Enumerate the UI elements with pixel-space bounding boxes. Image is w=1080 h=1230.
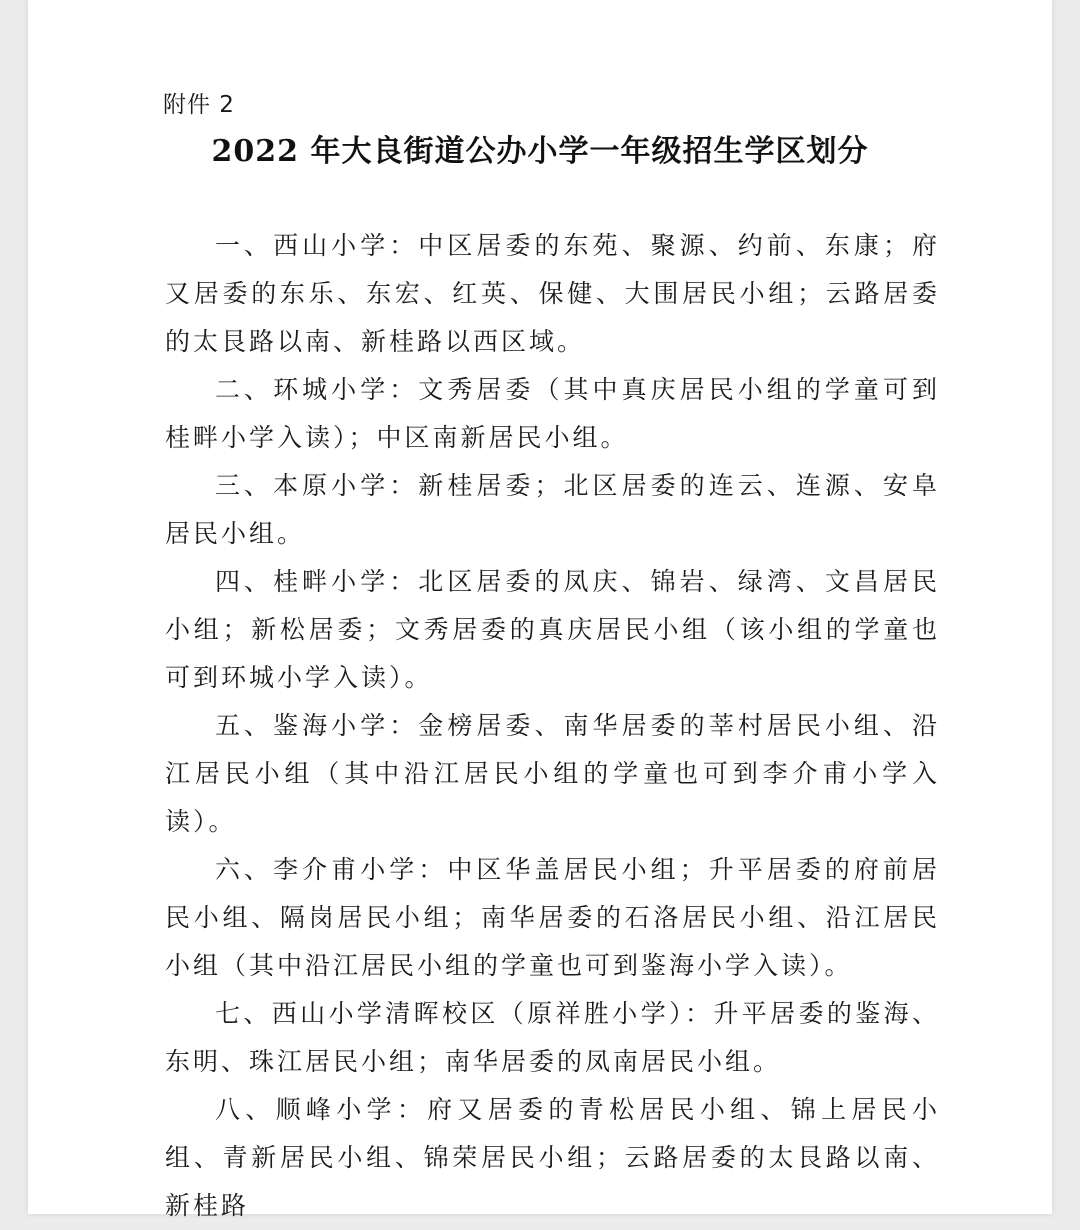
document-body (165, 222, 940, 1230)
paragraph-guipan: 四、桂畔小学：北区居委的凤庆、锦岩、绿湾、文昌居民小组；新松居委；文秀居委的真庆居民小组（该小组的学童也可到环城小学入读）。 (165, 567, 940, 692)
paragraph-xishan: 一、西山小学：中区居委的东苑、聚源、约前、东康；府又居委的东乐、东宏、红英、保健、大围居民小组；云路居委的太艮路以南、新桂路以西区域。 (165, 231, 940, 356)
paragraph-shunfeng: 八、顺峰小学：府又居委的青松居民小组、锦上居民小组、青新居民小组、锦荣居民小组；云路居委的太艮路以南、新桂路 (165, 1095, 940, 1220)
paragraph-jianhai: 五、鉴海小学：金榜居委、南华居委的莘村居民小组、沿江居民小组（其中沿江居民小组的学童也可到李介甫小学入读）。 (165, 711, 940, 836)
paragraph-qinghui: 七、西山小学清晖校区（原祥胜小学）：升平居委的鉴海、东明、珠江居民小组；南华居委的凤南居民小组。 (165, 999, 940, 1076)
paragraph-lijiefu: 六、李介甫小学：中区华盖居民小组；升平居委的府前居民小组、隔岗居民小组；南华居委的石洛居民小组、沿江居民小组（其中沿江居民小组的学童也可到鉴海小学入读）。 (165, 855, 940, 980)
paragraph-benyuan: 三、本原小学：新桂居委；北区居委的连云、连源、安阜居民小组。 (165, 471, 940, 548)
document-title: 2022 年大良街道公办小学一年级招生学区划分 (211, 134, 869, 169)
document-page (28, 0, 1052, 1220)
paragraph-huancheng: 二、环城小学：文秀居委（其中真庆居民小组的学童可到桂畔小学入读）；中区南新居民小组。 (165, 375, 940, 452)
attachment-label: 附件 2 (163, 92, 235, 118)
